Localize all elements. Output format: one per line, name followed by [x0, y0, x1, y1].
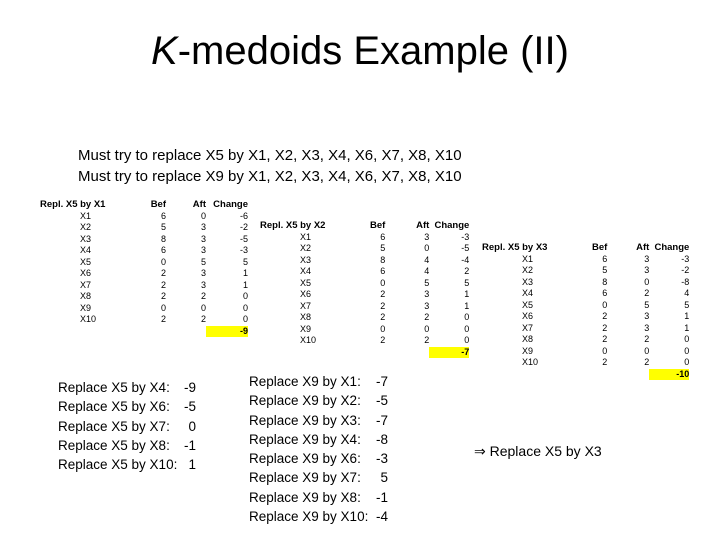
list-item-value: -3	[375, 451, 388, 467]
table-row	[40, 268, 248, 280]
change-value: 0	[242, 302, 248, 313]
aft-value: 3	[644, 253, 650, 264]
list-item-value: 0	[188, 418, 196, 434]
list-item-label: Replace X9 by X1:	[249, 374, 361, 389]
table-header-bef: Bef	[370, 220, 386, 231]
table-row	[482, 346, 689, 358]
row-label: X8	[522, 334, 534, 344]
row-label: X8	[80, 291, 92, 301]
must-line-2: Must try to replace X9 by X1, X2, X3, X4, X6, X7, X8, X10	[78, 168, 462, 185]
bef-value: 6	[380, 266, 386, 276]
table-row	[40, 291, 248, 303]
table-row	[40, 245, 248, 257]
table-row	[40, 303, 248, 315]
aft-value: 3	[200, 233, 206, 244]
table-header-change: Change	[654, 242, 690, 253]
bef-value: 5	[160, 222, 166, 232]
change-value: -5	[461, 243, 470, 253]
must-line-1: Must try to replace X5 by X1, X2, X3, X4, X6, X7, X8, X10	[78, 147, 462, 164]
aft-value: 2	[200, 291, 206, 301]
bef-value: 2	[160, 279, 166, 290]
bef-value: 0	[602, 345, 608, 356]
bef-value: 2	[602, 322, 608, 333]
list-item-label: Replace X9 by X4:	[249, 431, 361, 447]
list-item-label: Replace X5 by X8:	[58, 437, 170, 453]
bef-value: 5	[602, 265, 608, 275]
table-row	[260, 335, 469, 347]
table-row	[260, 255, 469, 267]
list-item-value: -5	[375, 393, 388, 409]
aft-value: 0	[200, 302, 206, 313]
row-label: X3	[522, 276, 534, 287]
table-header-aft: Aft	[192, 199, 206, 210]
table-row	[260, 243, 469, 255]
bef-value: 2	[380, 312, 386, 322]
table-row	[482, 277, 689, 289]
list-item-value: -1	[183, 437, 196, 453]
table-row	[40, 257, 248, 269]
table-total: -7	[429, 347, 469, 359]
table-header-label: Repl. X5 by X2	[260, 220, 326, 231]
table-header-label: Repl. X5 by X3	[482, 242, 548, 253]
list-item	[58, 455, 196, 474]
bef-value: 0	[160, 256, 166, 267]
table-row	[482, 300, 689, 312]
table-total: -9	[206, 326, 248, 338]
aft-value: 5	[424, 277, 430, 288]
table-row	[482, 334, 689, 346]
row-label: X1	[300, 231, 312, 242]
list-item-label: Replace X9 by X7:	[249, 470, 361, 486]
row-label: X10	[522, 357, 539, 367]
bef-value: 6	[602, 253, 608, 264]
change-value: 1	[242, 268, 248, 278]
row-label: X5	[80, 256, 92, 267]
change-value: -8	[681, 276, 690, 287]
row-label: X1	[80, 210, 92, 221]
change-value: 1	[464, 300, 470, 311]
bef-value: 2	[380, 335, 386, 345]
aft-value: 3	[200, 245, 206, 255]
conclusion	[474, 442, 602, 460]
aft-value: 0	[200, 210, 206, 221]
table-body	[482, 254, 689, 369]
aft-value: 3	[424, 289, 430, 299]
aft-value: 3	[200, 222, 206, 232]
bef-value: 2	[602, 311, 608, 321]
row-label: X7	[300, 300, 312, 311]
bef-value: 6	[160, 245, 166, 255]
list-item	[249, 391, 388, 410]
aft-value: 5	[644, 299, 650, 310]
change-value: 0	[464, 323, 470, 334]
list-item	[249, 468, 388, 487]
row-label: X4	[80, 245, 92, 255]
change-value: 0	[684, 357, 690, 367]
bef-value: 5	[380, 243, 386, 253]
change-value: 0	[464, 312, 470, 322]
list-item	[58, 378, 196, 397]
row-label: X10	[80, 314, 97, 324]
change-value: 2	[464, 266, 470, 276]
list-item-value: -8	[375, 431, 388, 447]
table-header-aft: Aft	[636, 242, 650, 253]
bef-value: 2	[160, 291, 166, 301]
list-item-value: 1	[188, 457, 196, 473]
bef-value: 6	[160, 210, 166, 221]
aft-value: 2	[644, 334, 650, 344]
aft-value: 2	[424, 335, 430, 345]
change-value: 5	[242, 256, 248, 267]
change-value: 1	[242, 279, 248, 290]
list-item-label: Replace X5 by X6:	[58, 399, 170, 415]
table-row	[260, 312, 469, 324]
table-total: -10	[649, 369, 689, 381]
bef-value: 2	[160, 314, 166, 324]
aft-value: 0	[644, 276, 650, 287]
aft-value: 2	[424, 312, 430, 322]
change-value: -2	[681, 265, 690, 275]
table-row	[40, 211, 248, 223]
bef-value: 8	[380, 254, 386, 265]
aft-value: 2	[200, 314, 206, 324]
row-label: X5	[522, 299, 534, 310]
list-item-label: Replace X9 by X8:	[249, 489, 361, 505]
list-item-value: -4	[375, 509, 388, 525]
list-item-value: -1	[375, 489, 388, 505]
change-value: -3	[681, 253, 690, 264]
change-value: -5	[239, 233, 248, 244]
row-label: X4	[300, 266, 312, 276]
table-row	[482, 254, 689, 266]
table-row	[260, 266, 469, 278]
aft-value: 0	[424, 243, 430, 253]
bef-value: 8	[602, 276, 608, 287]
aft-value: 3	[200, 268, 206, 278]
aft-value: 3	[424, 300, 430, 311]
bef-value: 2	[160, 268, 166, 278]
row-label: X9	[522, 345, 534, 356]
change-value: 5	[684, 299, 690, 310]
list-item	[58, 397, 196, 416]
row-label: X2	[300, 243, 312, 253]
bef-value: 2	[602, 357, 608, 367]
table-header-change: Change	[434, 220, 470, 231]
table-row	[482, 265, 689, 277]
list-item	[249, 430, 388, 449]
row-label: X4	[522, 288, 534, 298]
table-row	[482, 323, 689, 335]
implies-icon: ⇒	[474, 443, 486, 459]
table-row	[260, 301, 469, 313]
table-row	[260, 324, 469, 336]
bef-value: 0	[160, 302, 166, 313]
table-body	[40, 211, 248, 326]
aft-value: 0	[424, 323, 430, 334]
change-value: 1	[684, 322, 690, 333]
change-value: 0	[684, 334, 690, 344]
row-label: X8	[300, 312, 312, 322]
bef-value: 6	[602, 288, 608, 298]
bef-value: 0	[380, 323, 386, 334]
change-value: -3	[239, 245, 248, 255]
change-value: 5	[464, 277, 470, 288]
row-label: X9	[80, 302, 92, 313]
change-value: 0	[242, 291, 248, 301]
aft-value: 0	[644, 345, 650, 356]
row-label: X2	[80, 222, 92, 232]
row-label: X6	[80, 268, 92, 278]
list-item-label: Replace X5 by X7:	[58, 418, 170, 434]
list-item-label: Replace X9 by X10:	[249, 509, 369, 525]
list-item-label: Replace X9 by X2:	[249, 393, 361, 409]
list-item	[249, 449, 388, 468]
change-value: 0	[242, 314, 248, 324]
list-item-label: Replace X9 by X3:	[249, 412, 361, 428]
row-label: X7	[80, 279, 92, 290]
aft-value: 4	[424, 266, 430, 276]
change-value: -2	[239, 222, 248, 232]
bef-value: 2	[602, 334, 608, 344]
bef-value: 2	[380, 289, 386, 299]
change-value: 0	[684, 345, 690, 356]
change-value: 1	[684, 311, 690, 321]
slide-title	[0, 28, 720, 74]
table-row	[482, 288, 689, 300]
aft-value: 3	[644, 265, 650, 275]
title-italic-k: K	[151, 29, 178, 73]
table-row	[482, 357, 689, 369]
aft-value: 3	[200, 279, 206, 290]
row-label: X10	[300, 335, 317, 345]
change-value: -3	[461, 231, 470, 242]
table-row	[260, 289, 469, 301]
list-item	[58, 417, 196, 436]
table-body	[260, 232, 469, 347]
row-label: X9	[300, 323, 312, 334]
row-label: X6	[300, 289, 312, 299]
change-value: 1	[464, 289, 470, 299]
table-row	[40, 234, 248, 246]
row-label: X3	[80, 233, 92, 244]
bef-value: 0	[380, 277, 386, 288]
table-row	[260, 278, 469, 290]
row-label: X6	[522, 311, 534, 321]
list-item-value: -9	[183, 380, 196, 395]
table-row	[40, 314, 248, 326]
list-item-value: -7	[375, 374, 388, 389]
row-label: X5	[300, 277, 312, 288]
bef-value: 0	[602, 299, 608, 310]
list-item-value: 5	[380, 470, 388, 486]
table-row	[40, 280, 248, 292]
table-row	[40, 222, 248, 234]
x5-replacement-list	[58, 378, 196, 474]
change-value: -4	[461, 254, 470, 265]
table-row	[482, 311, 689, 323]
table-header-bef: Bef	[150, 199, 166, 210]
aft-value: 2	[644, 288, 650, 298]
table-header-bef: Bef	[592, 242, 608, 253]
x9-replacement-list	[249, 372, 388, 526]
list-item-label: Replace X5 by X4:	[58, 380, 170, 395]
bef-value: 6	[380, 231, 386, 242]
table-header-label: Repl. X5 by X1	[40, 199, 106, 210]
row-label: X2	[522, 265, 534, 275]
table-repl-x5-by-x2	[260, 220, 469, 358]
list-item-label: Replace X5 by X10:	[58, 457, 178, 473]
aft-value: 2	[644, 357, 650, 367]
title-rest: -medoids Example (II)	[177, 29, 569, 73]
table-header-aft: Aft	[416, 220, 430, 231]
list-item	[249, 507, 388, 526]
aft-value: 5	[200, 256, 206, 267]
table-header-change: Change	[213, 199, 248, 210]
table-repl-x5-by-x1	[40, 199, 248, 337]
table-repl-x5-by-x3	[482, 242, 689, 380]
list-item	[249, 372, 388, 391]
bef-value: 2	[380, 300, 386, 311]
change-value: 0	[464, 335, 470, 345]
aft-value: 4	[424, 254, 430, 265]
aft-value: 3	[644, 311, 650, 321]
row-label: X1	[522, 253, 534, 264]
list-item-value: -7	[375, 412, 388, 428]
conclusion-text: Replace X5 by X3	[489, 443, 602, 459]
aft-value: 3	[424, 231, 430, 242]
list-item	[58, 436, 196, 455]
list-item	[249, 411, 388, 430]
row-label: X3	[300, 254, 312, 265]
list-item-label: Replace X9 by X6:	[249, 451, 361, 467]
change-value: 4	[684, 288, 690, 298]
aft-value: 3	[644, 322, 650, 333]
list-item-value: -5	[183, 399, 196, 415]
bef-value: 8	[160, 233, 166, 244]
list-item	[249, 488, 388, 507]
table-row	[260, 232, 469, 244]
row-label: X7	[522, 322, 534, 333]
change-value: -6	[239, 210, 248, 221]
